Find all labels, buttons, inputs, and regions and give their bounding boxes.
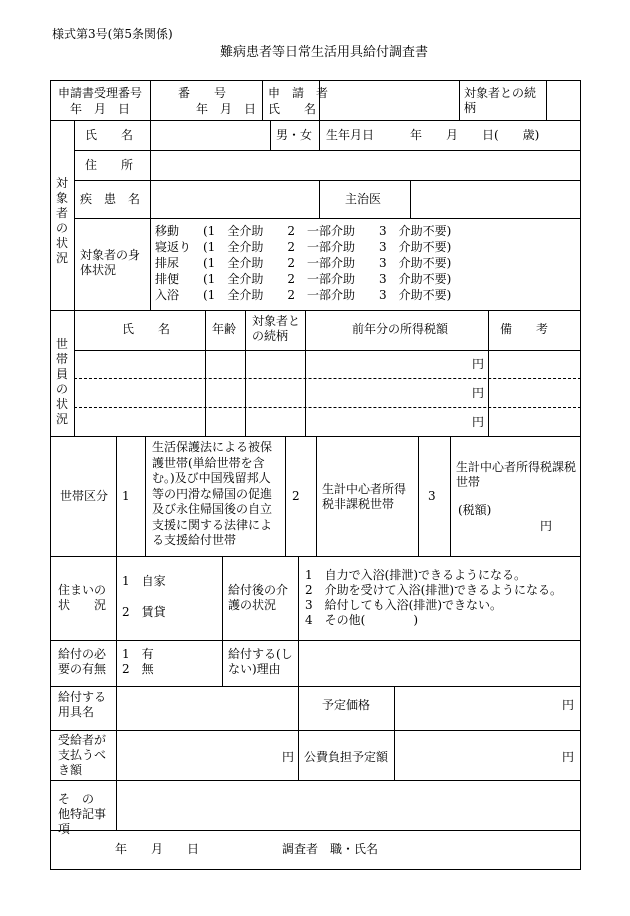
number-label: 番 号 bbox=[178, 86, 227, 100]
footer-date: 年 月 日 bbox=[115, 842, 200, 856]
category-option-1: 生活保護法による被保護世帯(単給世帯を含む。)及び中国残留邦人等の円滑な帰国の促進及び永住帰国後の自立支援に関する法律による支援給付世帯 bbox=[152, 440, 273, 547]
reason-label: 給付する(しない)理由 bbox=[228, 647, 293, 676]
address-label: 住 所 bbox=[85, 158, 134, 172]
doctor-label: 主治医 bbox=[345, 192, 382, 206]
housing-option: 1 自家 bbox=[122, 574, 166, 588]
applicant-name-label: 氏 名 bbox=[268, 102, 317, 116]
col-name: 氏 名 bbox=[122, 322, 171, 336]
price-label: 予定価格 bbox=[322, 698, 371, 712]
yen-label: 円 bbox=[562, 698, 575, 712]
subject-section-label: 対象者の状況 bbox=[55, 176, 68, 265]
yen-label: 円 bbox=[562, 750, 575, 764]
yen-label: 円 bbox=[540, 519, 553, 533]
form-number: 様式第3号(第5条関係) bbox=[52, 27, 173, 41]
body-row: 寝返り (1 全介助 2 一部介助 3 介助不要) bbox=[155, 240, 452, 254]
category-option-3: 生計中心者所得税課税世帯 bbox=[456, 460, 577, 489]
need-option: 2 無 bbox=[122, 662, 154, 676]
body-row: 排便 (1 全介助 2 一部介助 3 介助不要) bbox=[155, 272, 452, 286]
investigator-label: 調査者 職・氏名 bbox=[282, 842, 379, 856]
need-label: 給付の必要の有無 bbox=[58, 647, 107, 676]
col-tax: 前年分の所得税額 bbox=[352, 322, 449, 336]
body-row: 移動 (1 全介助 2 一部介助 3 介助不要) bbox=[155, 224, 452, 238]
category-number: 3 bbox=[428, 489, 436, 503]
care-option: 1 自力で入浴(排泄)できるようになる。 bbox=[305, 568, 526, 582]
yen-label: 円 bbox=[472, 415, 485, 429]
gender-label: 男・女 bbox=[276, 128, 313, 142]
relation-label: 対象者との続柄 bbox=[464, 86, 537, 115]
housing-label: 住まいの状 況 bbox=[58, 583, 107, 612]
subject-name-label: 氏 名 bbox=[85, 128, 134, 142]
other-notes-label: そ の 他特記事項 bbox=[58, 792, 107, 836]
household-section-label: 世帯員の状況 bbox=[55, 337, 68, 426]
birth-date-label: 生年月日 年 月 日( 歳) bbox=[326, 128, 540, 142]
col-note: 備 考 bbox=[500, 322, 549, 336]
number-date: 年 月 日 bbox=[196, 102, 257, 116]
disease-label: 疾 患 名 bbox=[80, 192, 141, 206]
category-number: 1 bbox=[122, 489, 130, 503]
body-row: 排尿 (1 全介助 2 一部介助 3 介助不要) bbox=[155, 256, 452, 270]
yen-label: 円 bbox=[472, 386, 485, 400]
need-option: 1 有 bbox=[122, 647, 154, 661]
form-title: 難病患者等日常生活用具給付調査書 bbox=[220, 45, 429, 60]
payment-label: 受給者が支払うべき額 bbox=[58, 733, 107, 777]
col-age: 年齢 bbox=[212, 322, 237, 336]
receipt-number-label: 申請書受理番号 bbox=[58, 86, 143, 100]
receipt-date: 年 月 日 bbox=[70, 102, 131, 116]
care-option: 3 給付しても入浴(排泄)できない。 bbox=[305, 598, 502, 612]
item-label: 給付する用具名 bbox=[58, 690, 107, 719]
body-row: 入浴 (1 全介助 2 一部介助 3 介助不要) bbox=[155, 288, 452, 302]
category-option-2: 生計中心者所得税非課税世帯 bbox=[322, 482, 407, 511]
public-burden-label: 公費負担予定額 bbox=[304, 750, 389, 764]
care-status-label: 給付後の介護の状況 bbox=[228, 583, 289, 612]
tax-amount-label: (税額) bbox=[458, 503, 492, 517]
care-option: 2 介助を受けて入浴(排泄)できるようになる。 bbox=[305, 583, 562, 597]
housing-option: 2 賃貸 bbox=[122, 605, 166, 619]
yen-label: 円 bbox=[472, 357, 485, 371]
applicant-label: 申 請 者 bbox=[268, 86, 329, 100]
body-condition-label: 対象者の身体状況 bbox=[80, 248, 141, 277]
category-label: 世帯区分 bbox=[60, 489, 109, 503]
care-option: 4 その他( ) bbox=[305, 613, 418, 627]
col-relation: 対象者との続柄 bbox=[252, 314, 301, 343]
yen-label: 円 bbox=[282, 750, 295, 764]
category-number: 2 bbox=[292, 489, 300, 503]
